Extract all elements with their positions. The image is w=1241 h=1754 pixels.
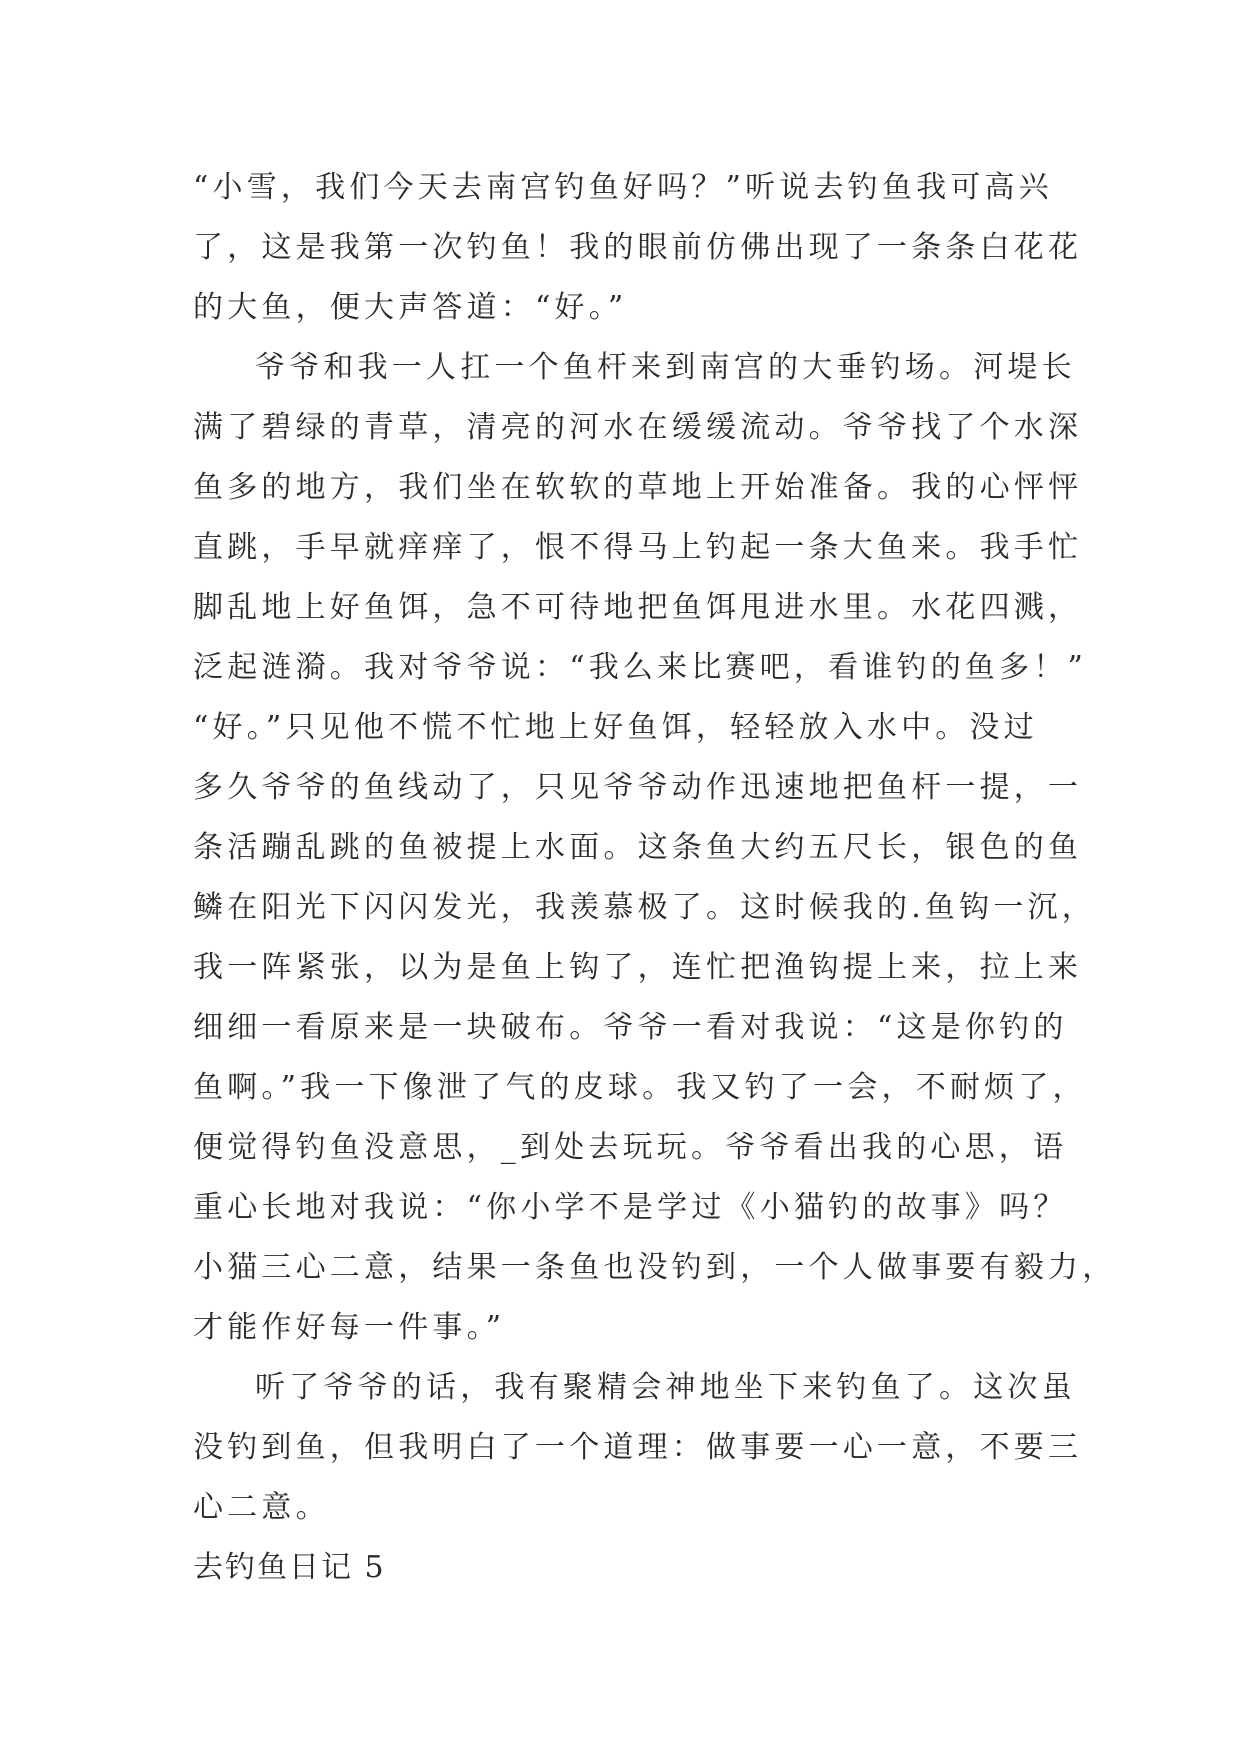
text-line: 直跳，手早就痒痒了，恨不得马上钓起一条大鱼来。我手忙 bbox=[193, 530, 1083, 565]
paragraph-first-line: 爷爷和我一人扛一个鱼杆来到南宫的大垂钓场。河堤长 bbox=[255, 350, 1076, 385]
text-line: “小雪，我们今天去南宫钓鱼好吗？”听说去钓鱼我可高兴 bbox=[193, 170, 1053, 205]
text-line: 小猫三心二意，结果一条鱼也没钓到，一个人做事要有毅力， bbox=[193, 1250, 1117, 1285]
text-line: 条活蹦乱跳的鱼被提上水面。这条鱼大约五尺长，银色的鱼 bbox=[193, 830, 1083, 865]
text-line: 的大鱼，便大声答道：“好。” bbox=[193, 290, 628, 325]
text-line: 满了碧绿的青草，清亮的河水在缓缓流动。爷爷找了个水深 bbox=[193, 410, 1083, 445]
text-line: 多久爷爷的鱼线动了，只见爷爷动作迅速地把鱼杆一提，一 bbox=[193, 770, 1083, 805]
text-line: 鱼啊。”我一下像泄了气的皮球。我又钓了一会，不耐烦了， bbox=[193, 1070, 1087, 1105]
section-heading: 去钓鱼日记 5 bbox=[193, 1550, 386, 1585]
text-line: 重心长地对我说：“你小学不是学过《小猫钓的故事》吗？ bbox=[193, 1190, 1068, 1225]
paragraph-first-line: 听了爷爷的话，我有聚精会神地坐下来钓鱼了。这次虽 bbox=[255, 1370, 1076, 1405]
text-line: “好。”只见他不慌不忙地上好鱼饵，轻轻放入水中。没过 bbox=[193, 710, 1038, 745]
text-line: 鱼多的地方，我们坐在软软的草地上开始准备。我的心怦怦 bbox=[193, 470, 1083, 505]
text-line: 细细一看原来是一块破布。爷爷一看对我说：“这是你钓的 bbox=[193, 1010, 1068, 1045]
text-line: 我一阵紧张，以为是鱼上钩了，连忙把渔钩提上来，拉上来 bbox=[193, 950, 1083, 985]
text-line: 了，这是我第一次钓鱼！我的眼前仿佛出现了一条条白花花 bbox=[193, 230, 1083, 265]
text-line: 心二意。 bbox=[193, 1490, 330, 1525]
text-line: 泛起涟漪。我对爷爷说：“我么来比赛吧，看谁钓的鱼多！” bbox=[193, 650, 1088, 685]
text-line: 脚乱地上好鱼饵，急不可待地把鱼饵甩进水里。水花四溅， bbox=[193, 590, 1083, 625]
document-body bbox=[193, 158, 1117, 1598]
text-line: 没钓到鱼，但我明白了一个道理：做事要一心一意，不要三 bbox=[193, 1430, 1083, 1465]
text-line: 才能作好每一件事。” bbox=[193, 1310, 506, 1345]
text-line: 鳞在阳光下闪闪发光，我羡慕极了。这时候我的.鱼钩一沉， bbox=[193, 890, 1096, 925]
text-line: 便觉得钓鱼没意思，_到处去玩玩。爷爷看出我的心思，语 bbox=[193, 1130, 1068, 1165]
